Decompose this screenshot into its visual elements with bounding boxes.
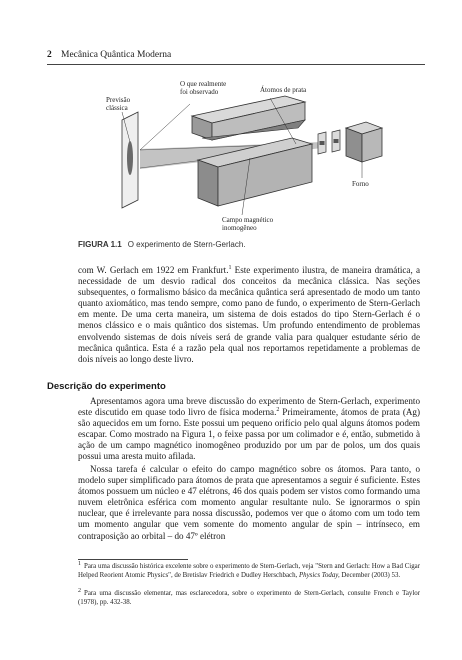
footnote-1-journal: Physics Today, [298, 571, 340, 579]
footnote-2-text: Para uma discussão elementar, mas esclarecedora, sobre o experimento de Stern-Gerlach, consulte French e Taylor (1978), pp. 432-38. [78, 590, 420, 606]
running-title: Mecânica Quântica Moderna [61, 50, 172, 60]
para1-text-a: com W. Gerlach em 1922 em Frankfurt. [78, 265, 229, 275]
para1-text-b: Este experimento ilustra, de maneira dramática, a necessidade de um desvio radical dos conceitos da mecânica clássica. Nas seções subsequentes, o formalismo básico da mecânica quântica será apresentado de modo um tanto quanto axiomático, mas tendo sempre, como pano de fundo, o experimento de Stern-Gerlach em mente. De uma certa maneira, um sistema de dois estados do tipo Stern-Gerlach é o menos clássico e o mais quântico dos sistemas. Um profundo entendimento de problemas envolvendo sistemas de dois níveis será de grande valia para qualquer estudante sério de mecânica quântica. Esta é a razão pela qual nos reportamos repetidamente a problemas de dois níveis ao longo deste livro. [78, 265, 420, 364]
label-previsao-classica: Previsão clássica [106, 96, 131, 112]
para2-text-b: Primeiramente, átomos de prata (Ag) são aquecidos em um forno. Este possui um pequeno orifício pelo qual alguns átomos podem escapar. Como mostrado na Figura 1, o feixe passa por um colimador e é, então, submetido à ação de um campo magnético inomogêneo produzido por um par de polos, um dos quais possui uma aresta muito afilada. [78, 407, 420, 462]
footnote-2 [78, 587, 420, 607]
oven-front [346, 128, 362, 162]
collimator-slit-1-hole [320, 141, 325, 145]
footnote-ref-2: 2 [276, 407, 280, 414]
running-header [47, 50, 427, 64]
page-number: 2 [47, 50, 52, 60]
label-forno: Forno [352, 180, 369, 188]
footnote-1 [78, 560, 420, 580]
header-rule [47, 64, 425, 65]
footnote-2-number: 2 [78, 587, 81, 594]
body-paragraph-2 [78, 396, 420, 463]
body-paragraph-3: Nossa tarefa é calcular o efeito do campo magnético sobre os átomos. Para tanto, o modelo super simplificado para átomos de prata que apresentamos a seguir é suficiente. Estes átomos possuem um núcleo e 47 elétrons, 46 dos quais podem ser vistos como formando uma nuvem eletrônica esférica com momento angular resultante nulo. Se ignorarmos o spin nuclear, que é irrelevante para nossa discussão, podemos ver que o átomo com um todo tem um momento angular que vem somente do momento angular de spin – intrínseco, em contraposição ao orbital – do 47º elétron [78, 464, 420, 541]
label-o-que-realmente: O que realmente foi observado [180, 80, 227, 96]
stern-gerlach-figure [100, 78, 400, 236]
figure-caption-text: O experimento de Stern-Gerlach. [127, 240, 246, 249]
figure-caption-label: FIGURA 1.1 [78, 240, 122, 249]
figure-caption [78, 240, 418, 249]
para2-text-a: Apresentamos agora uma breve discussão do experimento de Stern-Gerlach, experimento este discutido em quase todo livro de física moderna. [78, 396, 420, 418]
leader-observado [140, 104, 190, 150]
stern-gerlach-diagram [100, 78, 400, 236]
footnote-1-text-a: Para uma discussão histórica excelente sobre o experimento de Stern-Gerlach, veja "Stern and Gerlach: How a Bad Cigar Helped Reorient Atomic Physics", de Bretislav Friedrich e Dudley Herschbach, [78, 563, 420, 579]
body-paragraph-1 [78, 265, 420, 365]
label-campo-magnetico: Campo magnético inomogêneo [222, 216, 274, 232]
section-heading: Descrição do experimento [47, 381, 166, 392]
collimator-slit-2-hole [334, 139, 339, 143]
label-atomos-de-prata: Átomos de prata [260, 86, 307, 94]
magnet-lower-front [198, 160, 218, 206]
footnote-1-number: 1 [78, 560, 81, 567]
footnote-1-text-b: December (2003) 53. [339, 571, 401, 579]
oven-side [362, 128, 382, 162]
footnote-ref-1: 1 [228, 264, 232, 271]
classical-prediction-spot [127, 141, 133, 175]
footnote-rule [78, 559, 188, 560]
